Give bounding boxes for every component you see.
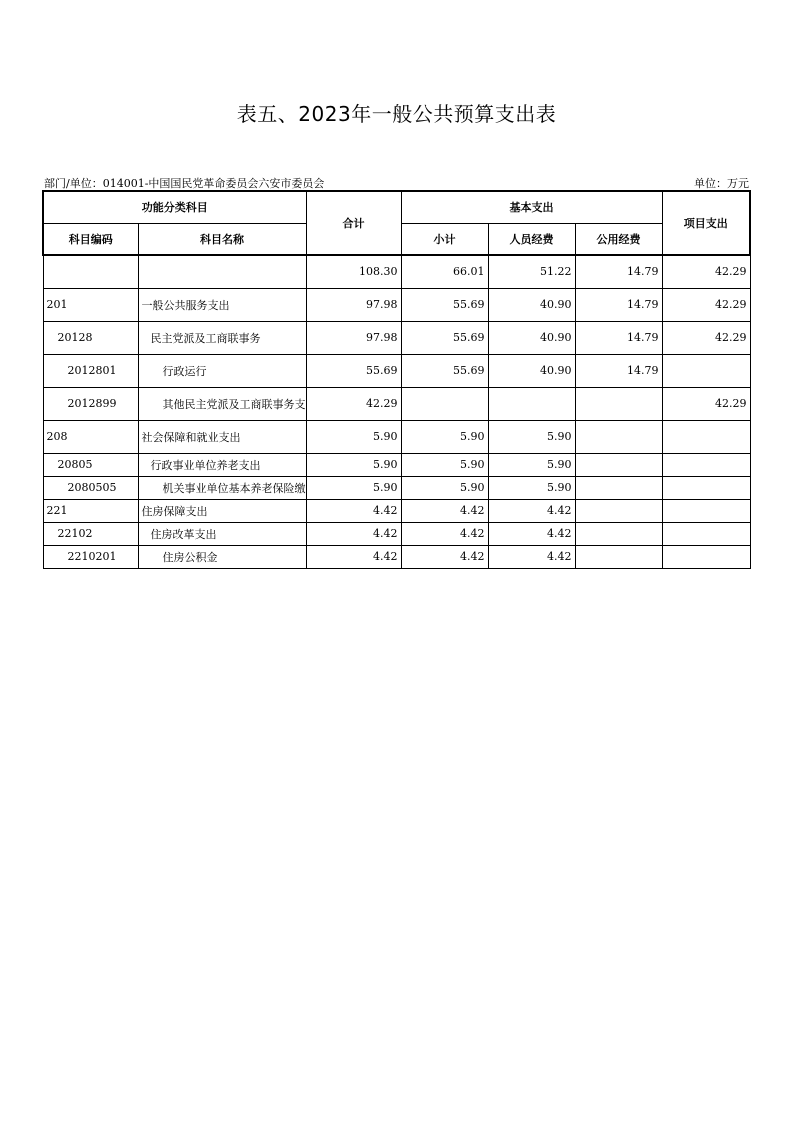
cell-personnel: 4.42 (488, 522, 575, 545)
cell-code: 20805 (43, 453, 138, 476)
cell-total: 97.98 (306, 288, 401, 321)
cell-personnel: 4.42 (488, 499, 575, 522)
cell-project (662, 545, 750, 568)
cell-name: 行政事业单位养老支出 (138, 453, 306, 476)
cell-name: 社会保障和就业支出 (138, 420, 306, 453)
cell-code: 22102 (43, 522, 138, 545)
table-row (43, 453, 750, 476)
cell-total: 4.42 (306, 545, 401, 568)
cell-subtotal: 55.69 (401, 321, 488, 354)
cell-subtotal: 5.90 (401, 420, 488, 453)
cell-project: 42.29 (662, 321, 750, 354)
header-total: 合计 (306, 191, 401, 255)
cell-total: 5.90 (306, 476, 401, 499)
department-label: 部门/单位：014001-中国国民党革命委员会六安市委员会 (44, 177, 325, 190)
cell-public: 14.79 (575, 288, 662, 321)
cell-code: 2012899 (43, 387, 138, 420)
table-row (43, 354, 750, 387)
table-row (43, 420, 750, 453)
cell-name: 住房公积金 (138, 545, 306, 568)
cell-public: 14.79 (575, 255, 662, 288)
unit-label: 单位：万元 (694, 177, 749, 190)
cell-name: 行政运行 (138, 354, 306, 387)
header-name: 科目名称 (138, 223, 306, 255)
cell-total: 4.42 (306, 499, 401, 522)
cell-subtotal: 66.01 (401, 255, 488, 288)
cell-subtotal: 4.42 (401, 545, 488, 568)
cell-subtotal: 4.42 (401, 522, 488, 545)
cell-public (575, 453, 662, 476)
cell-name: 民主党派及工商联事务 (138, 321, 306, 354)
cell-subtotal: 55.69 (401, 288, 488, 321)
cell-personnel (488, 387, 575, 420)
table-row (43, 476, 750, 499)
cell-public (575, 522, 662, 545)
cell-code: 20128 (43, 321, 138, 354)
table-row (43, 321, 750, 354)
table-row (43, 387, 750, 420)
header-public: 公用经费 (575, 223, 662, 255)
cell-public (575, 499, 662, 522)
cell-code: 208 (43, 420, 138, 453)
cell-project (662, 420, 750, 453)
cell-project: 42.29 (662, 288, 750, 321)
cell-code: 2080505 (43, 476, 138, 499)
cell-public: 14.79 (575, 354, 662, 387)
cell-total: 4.42 (306, 522, 401, 545)
cell-project (662, 453, 750, 476)
cell-subtotal: 5.90 (401, 453, 488, 476)
cell-code: 2012801 (43, 354, 138, 387)
cell-project (662, 522, 750, 545)
cell-code: 201 (43, 288, 138, 321)
cell-name: 机关事业单位基本养老保险缴 (138, 476, 306, 499)
cell-personnel: 5.90 (488, 420, 575, 453)
cell-name (138, 255, 306, 288)
header-basic: 基本支出 (401, 191, 662, 223)
cell-personnel: 5.90 (488, 453, 575, 476)
cell-total: 55.69 (306, 354, 401, 387)
header-project: 项目支出 (662, 191, 750, 255)
cell-personnel: 4.42 (488, 545, 575, 568)
table-row (43, 288, 750, 321)
table-row (43, 499, 750, 522)
cell-code: 2210201 (43, 545, 138, 568)
table-row (43, 545, 750, 568)
cell-subtotal: 55.69 (401, 354, 488, 387)
cell-public (575, 545, 662, 568)
budget-table (42, 190, 751, 569)
cell-code (43, 255, 138, 288)
cell-personnel: 40.90 (488, 321, 575, 354)
cell-public (575, 387, 662, 420)
cell-subtotal (401, 387, 488, 420)
cell-personnel: 51.22 (488, 255, 575, 288)
cell-total: 108.30 (306, 255, 401, 288)
cell-name: 住房改革支出 (138, 522, 306, 545)
cell-name: 住房保障支出 (138, 499, 306, 522)
cell-total: 5.90 (306, 453, 401, 476)
cell-public: 14.79 (575, 321, 662, 354)
cell-personnel: 40.90 (488, 288, 575, 321)
cell-personnel: 40.90 (488, 354, 575, 387)
header-code: 科目编码 (43, 223, 138, 255)
cell-project (662, 499, 750, 522)
cell-total: 97.98 (306, 321, 401, 354)
cell-code: 221 (43, 499, 138, 522)
cell-name: 一般公共服务支出 (138, 288, 306, 321)
cell-public (575, 476, 662, 499)
cell-project: 42.29 (662, 387, 750, 420)
cell-project (662, 476, 750, 499)
page-title: 表五、2023年一般公共预算支出表 (236, 102, 557, 126)
table-row (43, 522, 750, 545)
header-personnel: 人员经费 (488, 223, 575, 255)
cell-total: 42.29 (306, 387, 401, 420)
cell-subtotal: 4.42 (401, 499, 488, 522)
cell-project: 42.29 (662, 255, 750, 288)
cell-personnel: 5.90 (488, 476, 575, 499)
table-row (43, 255, 750, 288)
header-functional: 功能分类科目 (43, 191, 306, 223)
cell-subtotal: 5.90 (401, 476, 488, 499)
cell-public (575, 420, 662, 453)
cell-total: 5.90 (306, 420, 401, 453)
cell-name: 其他民主党派及工商联事务支 (138, 387, 306, 420)
header-subtotal: 小计 (401, 223, 488, 255)
cell-project (662, 354, 750, 387)
